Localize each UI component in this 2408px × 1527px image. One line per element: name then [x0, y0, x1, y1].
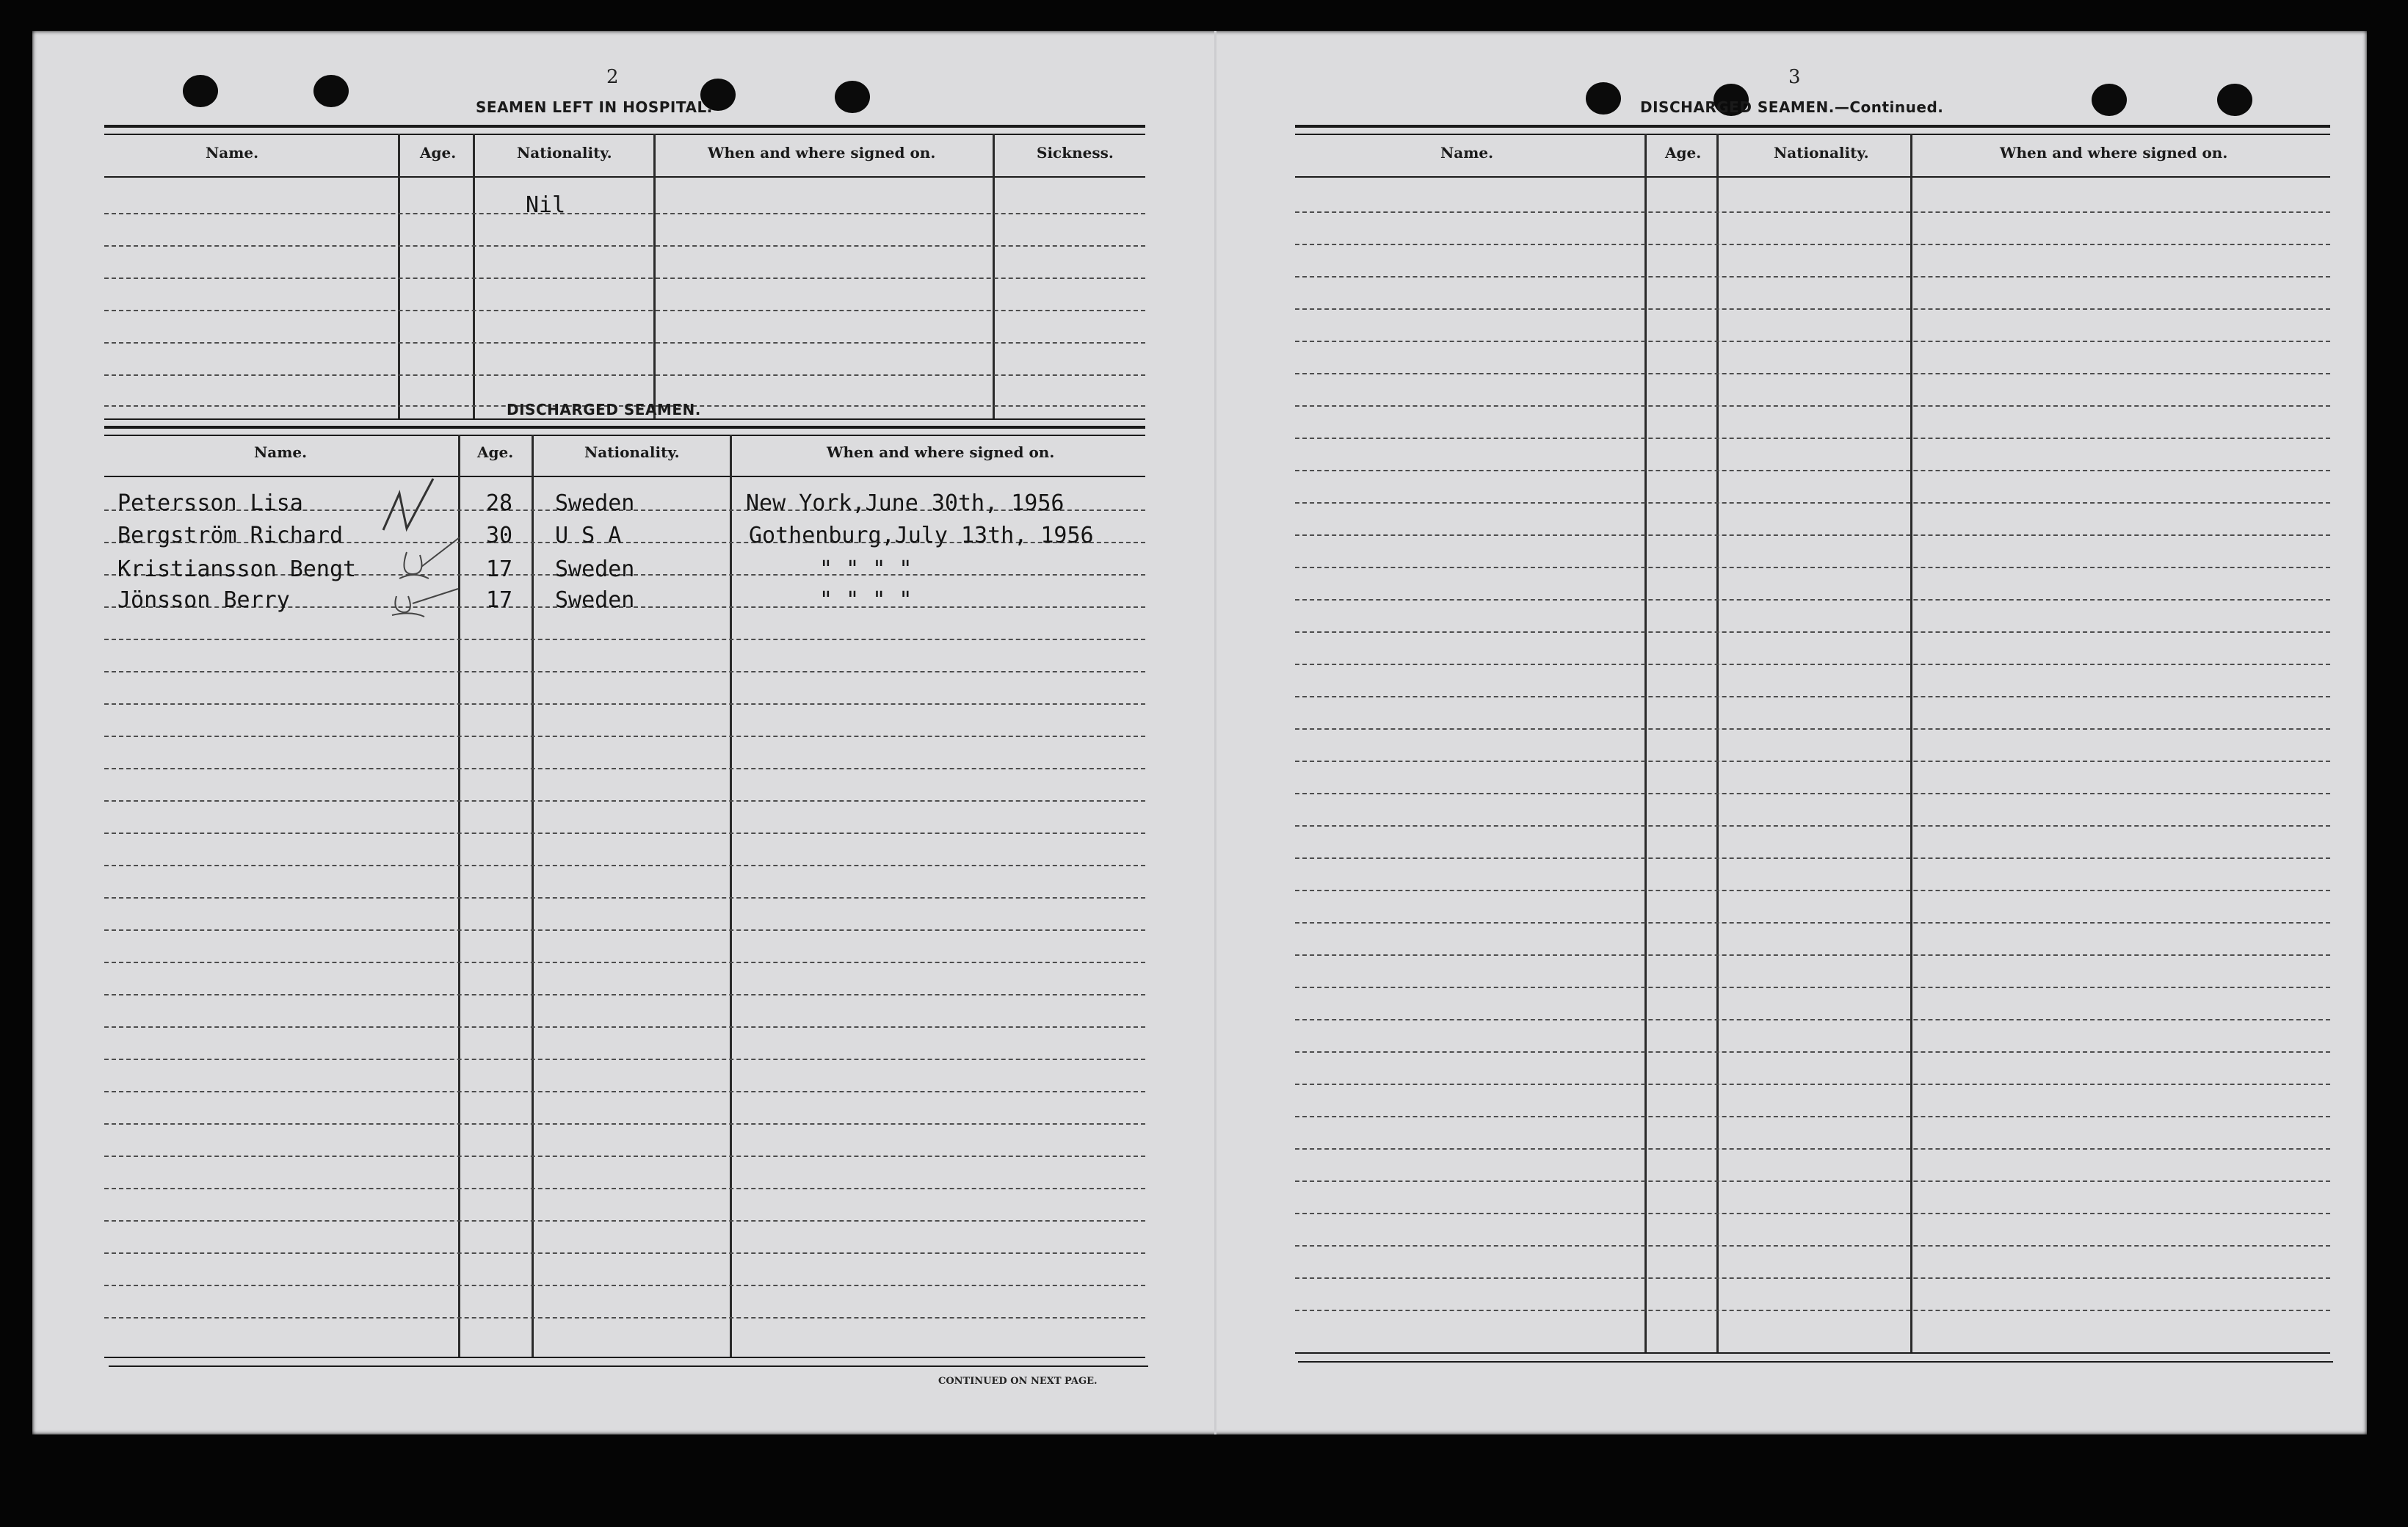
page-fold [1214, 31, 1216, 1434]
column-header-name: Name. [254, 443, 308, 461]
column-header-signed-on: When and where signed on. [708, 144, 936, 162]
row-rule [104, 1091, 1145, 1092]
seaman-signed-on: " " " " [819, 556, 913, 582]
row-rule [104, 671, 1145, 672]
row-rule [1295, 373, 2330, 374]
row-rule [104, 1123, 1145, 1125]
row-rule [1295, 341, 2330, 342]
seaman-signed-on: Gothenburg,July 13th, 1956 [749, 523, 1094, 548]
seaman-nationality: Sweden [555, 556, 635, 582]
row-rule [1295, 1019, 2330, 1020]
row-rule [1295, 244, 2330, 245]
seaman-nationality: U S A [555, 523, 622, 548]
column-header-name: Name. [1440, 144, 1494, 162]
column-header-sickness: Sickness. [1037, 144, 1114, 162]
column-divider [730, 435, 732, 1357]
table-rule [1295, 176, 2330, 178]
punch-hole [313, 75, 349, 107]
row-rule [1295, 308, 2330, 310]
column-header-age: Age. [477, 443, 514, 461]
column-header-nationality: Nationality. [1774, 144, 1869, 162]
row-rule [1295, 1213, 2330, 1214]
column-divider [1716, 134, 1719, 1352]
row-rule [1295, 954, 2330, 956]
row-rule [104, 1156, 1145, 1157]
seaman-nationality: Sweden [555, 490, 635, 516]
continued-note: CONTINUED ON NEXT PAGE. [938, 1376, 1098, 1387]
hospital-section-title: SEAMEN LEFT IN HOSPITAL. [476, 98, 713, 116]
table-rule [104, 435, 1145, 436]
row-rule [1295, 793, 2330, 794]
table-rule [104, 134, 1145, 135]
row-rule [1295, 211, 2330, 213]
punch-hole [1586, 82, 1621, 115]
seaman-name: Petersson Lisa [117, 490, 303, 516]
table-rule [104, 426, 1145, 429]
table-rule [104, 418, 1145, 420]
row-rule [1295, 825, 2330, 827]
row-rule [104, 1188, 1145, 1189]
table-rule [104, 1357, 1145, 1358]
seaman-age: 28 [486, 490, 513, 516]
row-rule [1295, 534, 2330, 536]
row-rule [1295, 599, 2330, 601]
seaman-signed-on: New York,June 30th, 1956 [746, 490, 1065, 516]
column-divider [1644, 134, 1647, 1352]
seaman-name: Kristiansson Bengt [117, 556, 357, 582]
row-rule [104, 1285, 1145, 1286]
row-rule [104, 833, 1145, 834]
row-rule [1295, 761, 2330, 762]
row-rule [1295, 696, 2330, 697]
row-rule [104, 342, 1145, 344]
row-rule [104, 768, 1145, 769]
table-rule [1295, 134, 2330, 135]
row-rule [1295, 631, 2330, 633]
row-rule [1295, 1148, 2330, 1150]
row-rule [1295, 1245, 2330, 1247]
row-rule [1295, 664, 2330, 665]
row-rule [104, 962, 1145, 963]
row-rule [1295, 470, 2330, 471]
table-rule [1298, 1361, 2333, 1363]
punch-hole [2217, 84, 2252, 116]
row-rule [104, 929, 1145, 931]
row-rule [1295, 857, 2330, 859]
table-rule [104, 125, 1145, 128]
column-divider [532, 435, 534, 1357]
row-rule [1295, 1051, 2330, 1053]
column-header-age: Age. [1665, 144, 1702, 162]
punch-hole [835, 81, 870, 113]
seaman-name: Bergström Richard [117, 523, 344, 548]
row-rule [1295, 276, 2330, 278]
row-rule [1295, 567, 2330, 568]
row-rule [104, 703, 1145, 705]
seaman-signed-on: " " " " [819, 587, 913, 613]
table-rule [104, 476, 1145, 477]
row-rule [104, 736, 1145, 737]
punch-hole [183, 75, 218, 107]
seaman-age: 17 [486, 556, 513, 582]
column-header-age: Age. [420, 144, 457, 162]
row-rule [1295, 1180, 2330, 1182]
row-rule [1295, 438, 2330, 439]
column-header-signed-on: When and where signed on. [2000, 144, 2228, 162]
table-rule [109, 1365, 1148, 1367]
row-rule [104, 1059, 1145, 1060]
row-rule [104, 800, 1145, 802]
page-number-right: 3 [1788, 66, 1801, 88]
discharged-section-title: DISCHARGED SEAMEN. [507, 401, 701, 418]
column-divider [1910, 134, 1912, 1352]
column-header-nationality: Nationality. [584, 443, 680, 461]
hospital-entry-nil: Nil [526, 192, 566, 218]
row-rule [1295, 922, 2330, 924]
row-rule [1295, 502, 2330, 504]
row-rule [1295, 987, 2330, 988]
row-rule [104, 213, 1145, 214]
row-rule [1295, 728, 2330, 730]
row-rule [1295, 1310, 2330, 1311]
row-rule [1295, 1277, 2330, 1279]
row-rule [104, 310, 1145, 311]
row-rule [104, 1252, 1145, 1254]
column-header-signed-on: When and where signed on. [827, 443, 1055, 461]
column-header-name: Name. [206, 144, 259, 162]
table-rule [1295, 125, 2330, 128]
column-header-nationality: Nationality. [517, 144, 612, 162]
seaman-age: 30 [486, 523, 513, 548]
discharged-continued-title: DISCHARGED SEAMEN.—Continued. [1640, 98, 1944, 116]
row-rule [104, 897, 1145, 899]
seaman-nationality: Sweden [555, 587, 635, 613]
row-rule [104, 1317, 1145, 1319]
row-rule [104, 278, 1145, 279]
row-rule [104, 994, 1145, 995]
row-rule [1295, 405, 2330, 407]
row-rule [1295, 1116, 2330, 1117]
seaman-age: 17 [486, 587, 513, 613]
row-rule [1295, 890, 2330, 891]
row-rule [104, 245, 1145, 247]
row-rule [104, 1220, 1145, 1222]
row-rule [104, 865, 1145, 866]
row-rule [104, 1026, 1145, 1028]
row-rule [104, 374, 1145, 376]
row-rule [104, 639, 1145, 640]
row-rule [1295, 1084, 2330, 1085]
table-rule [104, 176, 1145, 178]
handwritten-check-mark [377, 449, 480, 640]
punch-hole [2092, 84, 2127, 116]
document-sheet [32, 31, 2367, 1434]
page-number-left: 2 [606, 66, 619, 88]
seaman-name: Jönsson Berry [117, 587, 290, 613]
table-rule [1295, 1352, 2330, 1354]
